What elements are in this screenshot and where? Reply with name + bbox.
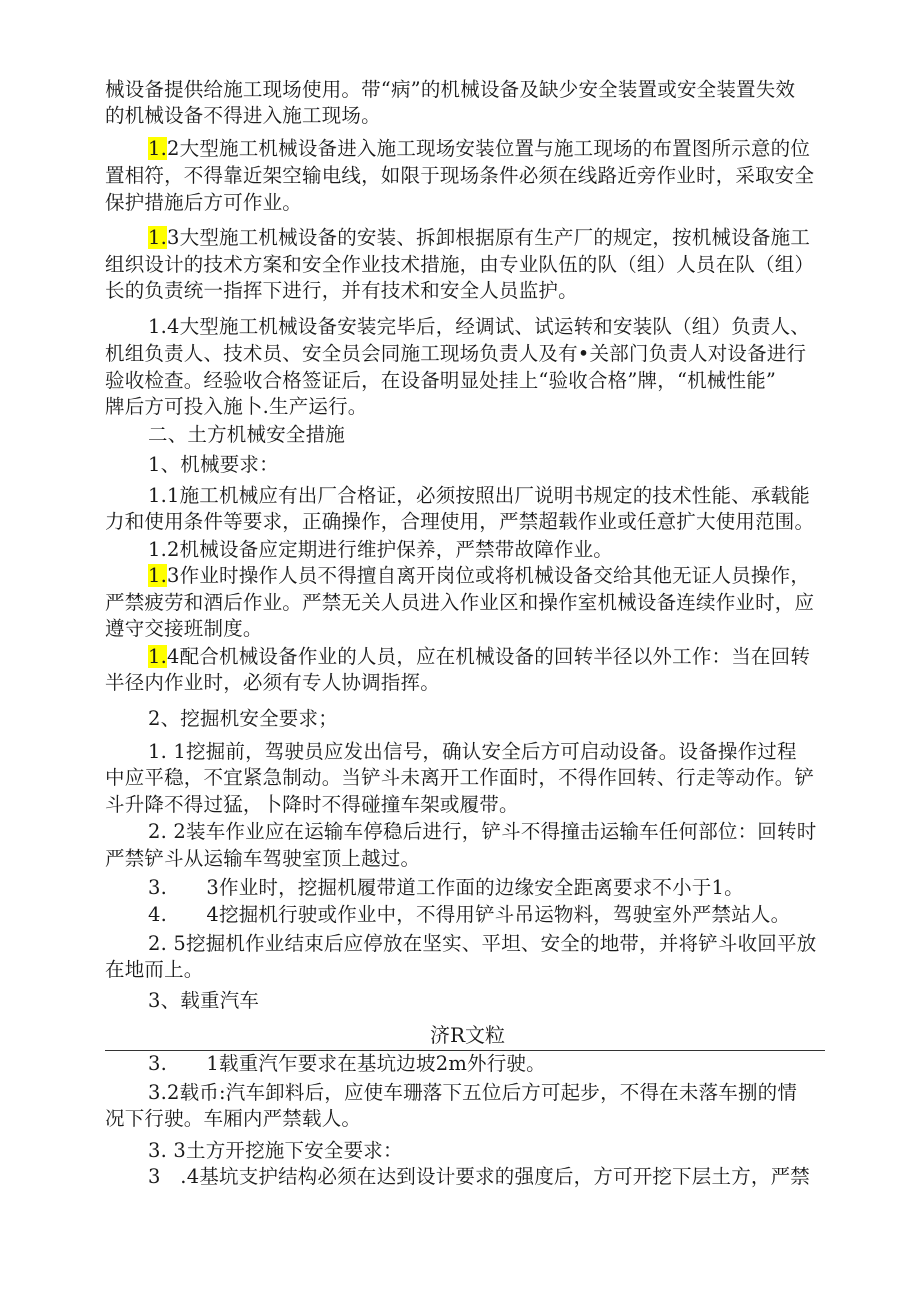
line-text: 组织设计的技术方案和安全作业技术措施，由专业队伍的队（组）人员在队（组） bbox=[105, 253, 815, 276]
text-line bbox=[105, 956, 204, 984]
line-text: 1.1施工机械应有出厂合格证，必须按照出厂说明书规定的技术性能、承载能 bbox=[148, 484, 811, 507]
line-text: 2大型施工机械设备进入施工现场安装位置与施工现场的布置图所示意的位 bbox=[167, 137, 811, 160]
line-text: 3.2载币:汽车卸料后，应使车珊落下五位后方可起步，不得在未落车捌的情 bbox=[148, 1081, 798, 1104]
text-line bbox=[105, 162, 814, 190]
line-text: 严禁铲斗从运输车驾驶室顶上越过。 bbox=[105, 847, 421, 870]
line-text: 遵守交接班制度。 bbox=[105, 617, 263, 640]
text-line bbox=[148, 1079, 797, 1107]
line-text: 3作业时操作人员不得擅自离开岗位或将机械设备交给其他无证人员操作， bbox=[167, 564, 811, 587]
text-line bbox=[105, 508, 814, 536]
line-text: 3、载重汽车 bbox=[148, 989, 260, 1012]
line-text: 1.2机械设备应定期进行维护保养，严禁带故障作业。 bbox=[148, 538, 614, 561]
text-line bbox=[148, 987, 259, 1015]
text-line bbox=[148, 1137, 403, 1165]
text-line bbox=[148, 562, 810, 590]
highlighted-number: 1. bbox=[148, 137, 168, 160]
line-text: 3. 1载重汽乍要求在基坑边坡2m外行驶。 bbox=[148, 1052, 546, 1075]
line-text: 牌后方可投入施卜.生产运行。 bbox=[105, 395, 368, 418]
line-text: 3. 3作业时，挖掘机履带道工作面的边缘安全距离要求不小于1。 bbox=[148, 876, 744, 899]
text-line bbox=[148, 224, 810, 252]
text-line bbox=[105, 189, 302, 217]
line-text: 4配合机械设备作业的人员，应在机械设备的回转半径以外工作：当在回转 bbox=[167, 645, 811, 668]
line-text: 长的负责统一指挥下进行，并有技术和安全人员监护。 bbox=[105, 279, 578, 302]
text-line bbox=[148, 901, 790, 929]
line-text: 2. 5挖掘机作业结束后应停放在坚实、平坦、安全的地带，并将铲斗收回平放 bbox=[148, 932, 817, 955]
text-line bbox=[105, 791, 519, 819]
text-line bbox=[105, 1105, 361, 1133]
text-line bbox=[105, 367, 776, 395]
footer-rule bbox=[105, 1050, 825, 1051]
highlighted-number: 1. bbox=[148, 226, 168, 249]
line-text: 严禁疲劳和酒后作业。严禁无关人员进入作业区和操作室机械设备连续作业时，应 bbox=[105, 591, 815, 614]
line-text: 1.4大型施工机械设备安装完毕后，经调试、试运转和安装队（组）负责人、 bbox=[148, 315, 811, 338]
line-text: 置相符，不得靠近架空输电线，如限于现场条件必须在线路近旁作业时，采取安全 bbox=[105, 164, 815, 187]
text-line bbox=[148, 1163, 810, 1191]
text-line bbox=[148, 421, 345, 449]
line-text: 3大型施工机械设备的安装、拆卸根据原有生产厂的规定，按机械设备施工 bbox=[167, 226, 811, 249]
line-text: 半径内作业时，必须有专人协调指挥。 bbox=[105, 671, 440, 694]
text-line bbox=[105, 615, 263, 643]
line-text: 2、挖掘机安全要求； bbox=[148, 707, 338, 730]
text-line bbox=[148, 874, 744, 902]
text-line bbox=[148, 313, 810, 341]
line-text: 中应平稳，不宜紧急制动。当铲斗未离开工作面时，不得作回转、行走等动作。铲 bbox=[105, 766, 815, 789]
line-text: 3 .4基坑支护结构必须在达到设计要求的强度后，方可开挖下层土方，严禁 bbox=[148, 1165, 811, 1188]
footer-title: 济R文粒 bbox=[430, 1023, 506, 1047]
line-text: 的机械设备不得进入施工现场。 bbox=[105, 104, 381, 127]
highlighted-number: 1. bbox=[148, 564, 168, 587]
line-text: 验收检查。经验收合格签证后，在设备明显处挂上“验收合格”牌，“机械性能” bbox=[105, 369, 777, 392]
text-line bbox=[105, 76, 795, 104]
line-text: 二、土方机械安全措施 bbox=[148, 423, 346, 446]
line-text: 斗升降不得过猛，卜降时不得碰撞车架或履带。 bbox=[105, 793, 519, 816]
text-line bbox=[105, 764, 814, 792]
line-text: 械设备提供给施工现场使用。带“病”的机械设备及缺少安全装置或安全装置失效 bbox=[105, 78, 796, 101]
line-text: 在地而上。 bbox=[105, 958, 204, 981]
line-text: 机组负责人、技术员、安全员会同施工现场负责人及有•关部门负责人对设备进行 bbox=[105, 342, 807, 365]
line-text: 4. 4挖掘机行驶或作业中，不得用铲斗吊运物料，驾驶室外严禁站人。 bbox=[148, 903, 791, 926]
text-line bbox=[105, 669, 440, 697]
text-line bbox=[148, 818, 816, 846]
line-text: 3. 3土方开挖施下安全要求： bbox=[148, 1139, 403, 1162]
text-line bbox=[148, 705, 338, 733]
text-line bbox=[148, 930, 816, 958]
text-line bbox=[148, 738, 797, 766]
text-line bbox=[148, 643, 810, 671]
text-line bbox=[148, 482, 810, 510]
line-text: 2. 2装车作业应在运输车停稳后进行，铲斗不得撞击运输车任何部位：回转时 bbox=[148, 820, 817, 843]
text-line bbox=[105, 251, 814, 279]
line-text: 1. 1挖掘前，驾驶员应发出信号，确认安全后方可启动设备。设备操作过程 bbox=[148, 740, 797, 763]
text-line bbox=[105, 845, 420, 873]
highlighted-number: 1. bbox=[148, 645, 168, 668]
line-text: 力和使用条件等要求，正确操作，合理使用，严禁超载作业或任意扩大使用范围。 bbox=[105, 510, 815, 533]
text-line bbox=[148, 135, 810, 163]
line-text: 况下行驶。车厢内严禁载人。 bbox=[105, 1107, 362, 1130]
text-line bbox=[148, 536, 613, 564]
text-line bbox=[105, 102, 381, 130]
line-text: 保护措施后方可作业。 bbox=[105, 191, 303, 214]
text-line bbox=[105, 340, 806, 368]
text-line bbox=[148, 451, 279, 479]
line-text: 1、机械要求： bbox=[148, 453, 279, 476]
text-line bbox=[105, 277, 578, 305]
text-line bbox=[105, 589, 814, 617]
text-line bbox=[105, 393, 368, 421]
text-line bbox=[148, 1050, 546, 1078]
